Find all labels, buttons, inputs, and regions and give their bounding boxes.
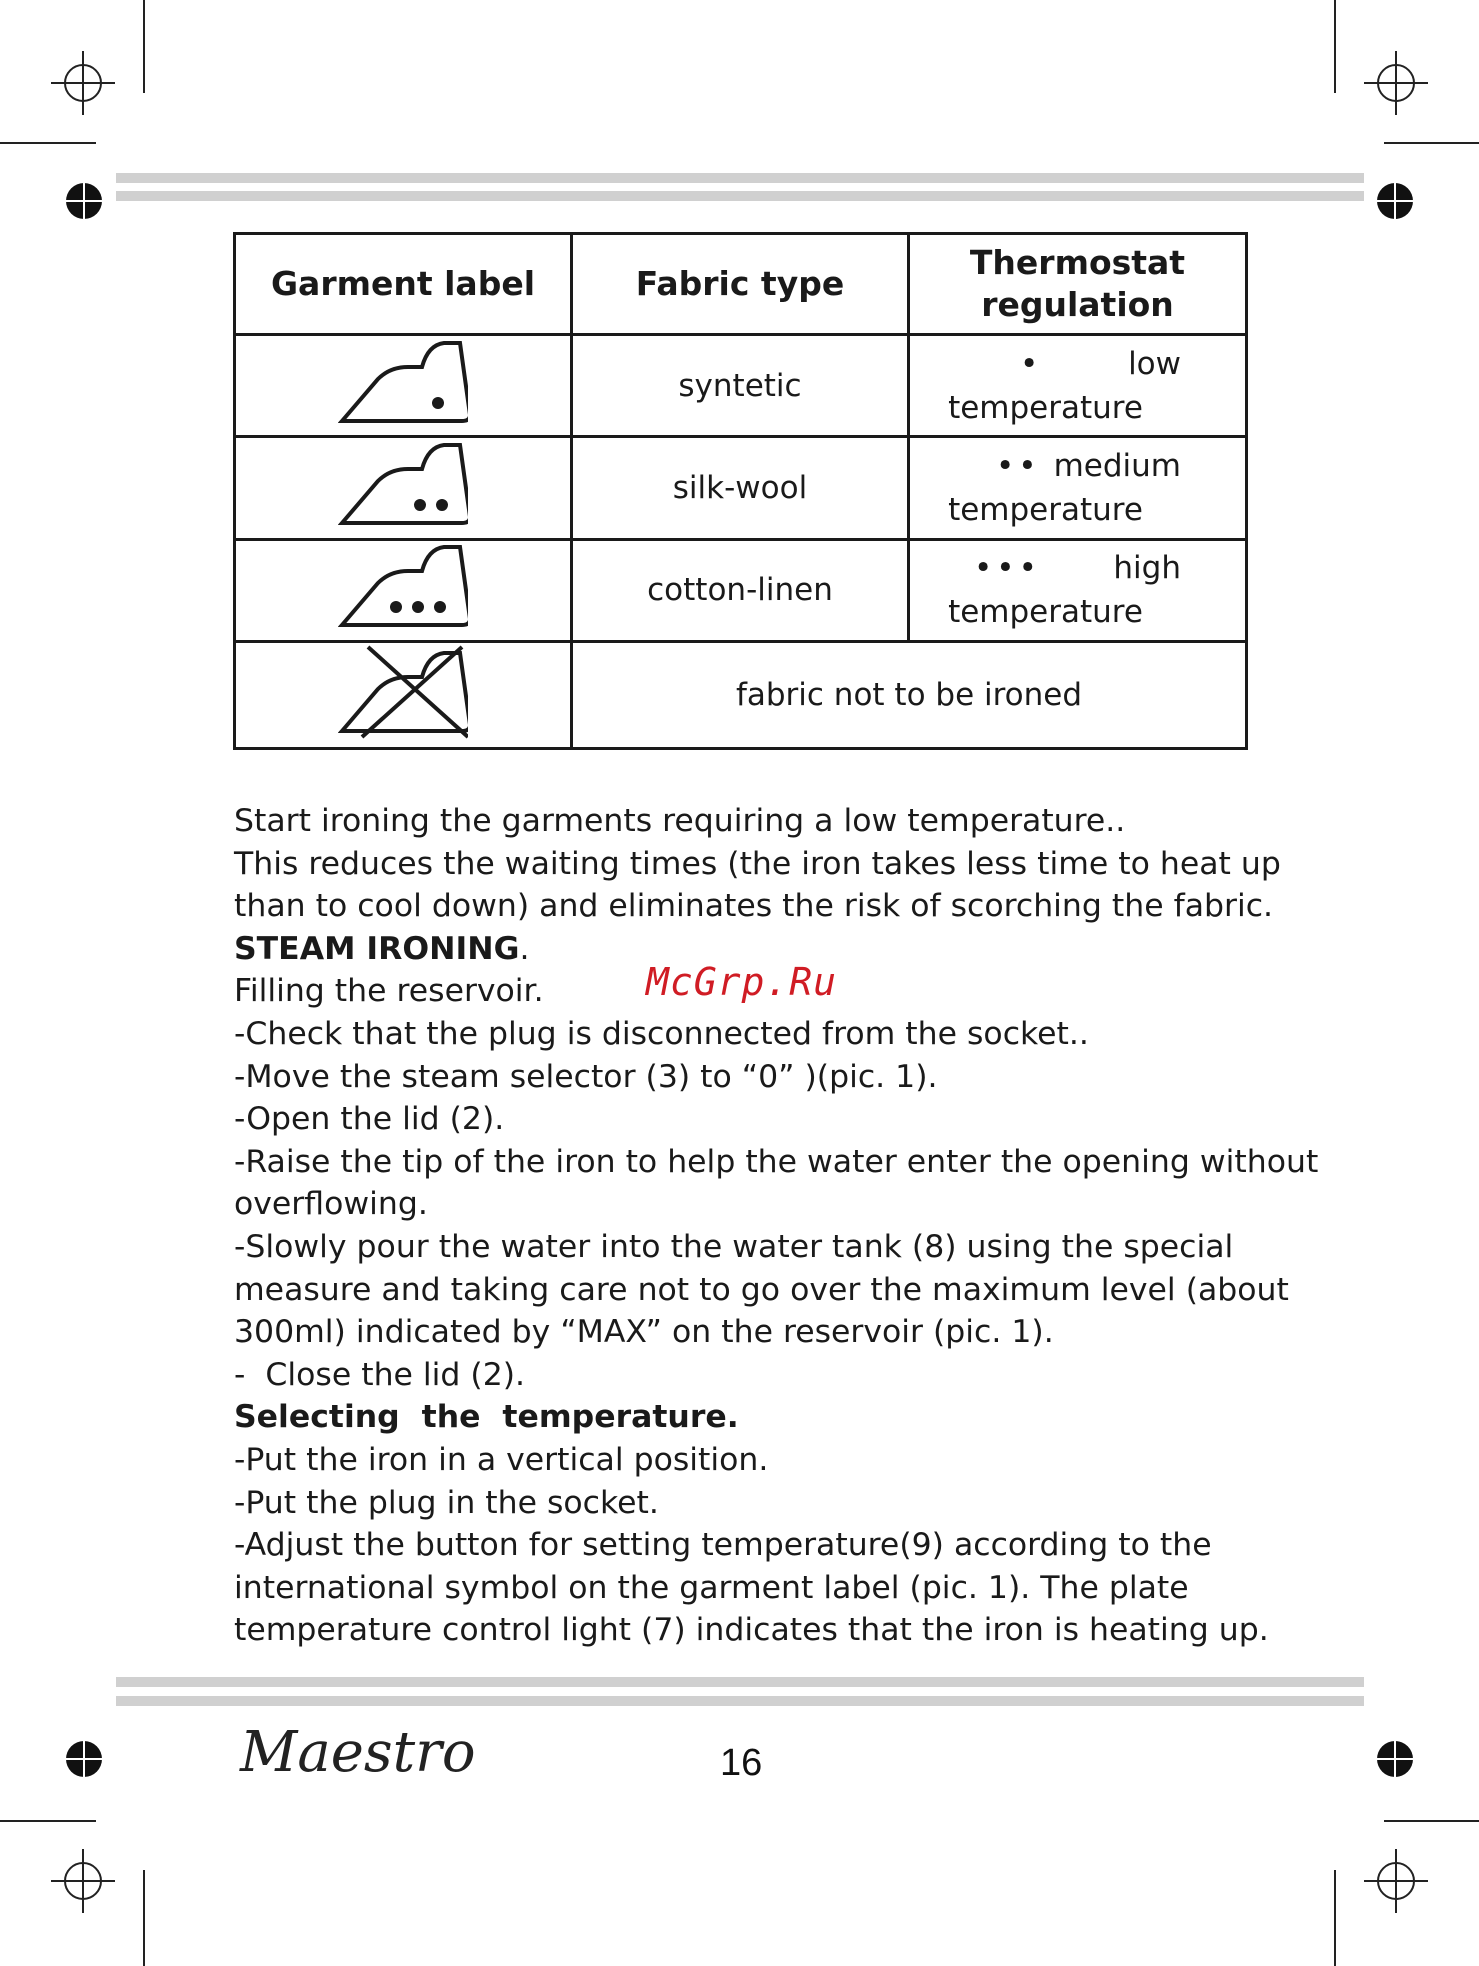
step-line: - Close the lid (2). xyxy=(234,1356,526,1393)
step-line: -Check that the plug is disconnected from the socket.. xyxy=(234,1015,1089,1052)
step-line: 300ml) indicated by “MAX” on the reservoir (pic. 1). xyxy=(234,1314,1054,1351)
temperature-dots: •• xyxy=(996,447,1041,484)
table-row xyxy=(235,437,1247,539)
header-thermostat-line2: regulation xyxy=(981,285,1174,325)
registration-mark-icon xyxy=(1364,51,1428,115)
crop-mark xyxy=(0,1820,96,1822)
temperature-word: temperature xyxy=(948,389,1143,426)
watermark: McGrp.Ru xyxy=(646,960,838,1004)
not-ironed-cell: fabric not to be ironed xyxy=(572,641,1247,748)
table-row xyxy=(235,335,1247,437)
temperature-word: temperature xyxy=(948,491,1143,528)
thermostat-cell xyxy=(909,437,1247,539)
step-line: -Raise the tip of the iron to help the water enter the opening without xyxy=(234,1143,1319,1180)
temp-step-line: international symbol on the garment label (pic. 1). The plate xyxy=(234,1569,1189,1606)
thermostat-cell xyxy=(909,539,1247,641)
registration-mark-icon xyxy=(51,1849,115,1913)
crop-mark xyxy=(1334,0,1336,93)
selecting-temperature-heading: Selecting the temperature. xyxy=(234,1399,739,1436)
crop-mark xyxy=(1384,1820,1479,1822)
bottom-band xyxy=(116,1696,1364,1706)
intro-line: This reduces the waiting times (the iron takes less time to heat up xyxy=(234,845,1281,882)
crop-mark xyxy=(1384,142,1479,144)
side-bullet-mark-icon xyxy=(1376,182,1414,220)
temperature-dots: • xyxy=(1020,345,1043,382)
temperature-level: medium xyxy=(1053,447,1181,484)
step-line: -Move the steam selector (3) to “0” )(pic. 1). xyxy=(234,1058,938,1095)
fabric-type-cell: cotton-linen xyxy=(572,539,909,641)
thermostat-cell xyxy=(909,335,1247,437)
registration-mark-icon xyxy=(1364,1849,1428,1913)
bottom-band xyxy=(116,1677,1364,1687)
iron-two-dots-icon xyxy=(338,439,468,529)
temp-step-line: -Put the plug in the socket. xyxy=(234,1484,659,1521)
temp-step-line: temperature control light (7) indicates that the iron is heating up. xyxy=(234,1612,1269,1649)
temperature-word: temperature xyxy=(948,594,1143,631)
side-bullet-mark-icon xyxy=(1376,1740,1414,1778)
crop-mark xyxy=(143,0,145,93)
top-band xyxy=(116,191,1364,201)
temperature-level: high xyxy=(1113,550,1181,587)
iron-one-dot-icon xyxy=(338,337,468,427)
table-row xyxy=(235,539,1247,641)
header-garment-label: Garment label xyxy=(235,234,572,335)
table-row xyxy=(235,641,1247,748)
side-bullet-mark-icon xyxy=(65,1740,103,1778)
step-line: -Open the lid (2). xyxy=(234,1101,505,1138)
registration-mark-icon xyxy=(51,51,115,115)
step-line: measure and taking care not to go over the maximum level (about xyxy=(234,1271,1289,1308)
header-thermostat-line1: Thermostat xyxy=(969,243,1186,283)
crop-mark xyxy=(1334,1870,1336,1966)
brand-logo: Maestro xyxy=(240,1720,476,1785)
page-number: 16 xyxy=(720,1742,763,1784)
crop-mark xyxy=(143,1870,145,1966)
temperature-dots: ••• xyxy=(974,550,1041,587)
side-bullet-mark-icon xyxy=(65,182,103,220)
iron-three-dots-icon xyxy=(338,541,468,631)
step-line: -Slowly pour the water into the water tank (8) using the special xyxy=(234,1228,1234,1265)
temp-step-line: -Adjust the button for setting temperature(9) according to the xyxy=(234,1527,1212,1564)
instructions-text xyxy=(234,800,1319,1652)
steam-heading-text: STEAM IRONING xyxy=(234,930,520,967)
ironing-table xyxy=(233,232,1248,750)
steam-heading-suffix: . xyxy=(519,930,530,967)
table-header-row xyxy=(235,234,1247,335)
fabric-type-cell: silk-wool xyxy=(572,437,909,539)
temperature-level: low xyxy=(1128,345,1181,382)
iron-crossed-out-icon xyxy=(338,643,468,739)
crop-mark xyxy=(0,142,96,144)
filling-line: Filling the reservoir. xyxy=(234,973,544,1010)
header-thermostat xyxy=(909,234,1247,335)
step-line: overflowing. xyxy=(234,1186,428,1223)
intro-line: Start ironing the garments requiring a low temperature.. xyxy=(234,803,1126,839)
intro-line: than to cool down) and eliminates the risk of scorching the fabric. xyxy=(234,888,1274,925)
header-fabric-type: Fabric type xyxy=(572,234,909,335)
top-band xyxy=(116,173,1364,183)
fabric-type-cell: syntetic xyxy=(572,335,909,437)
temp-step-line: -Put the iron in a vertical position. xyxy=(234,1441,769,1478)
